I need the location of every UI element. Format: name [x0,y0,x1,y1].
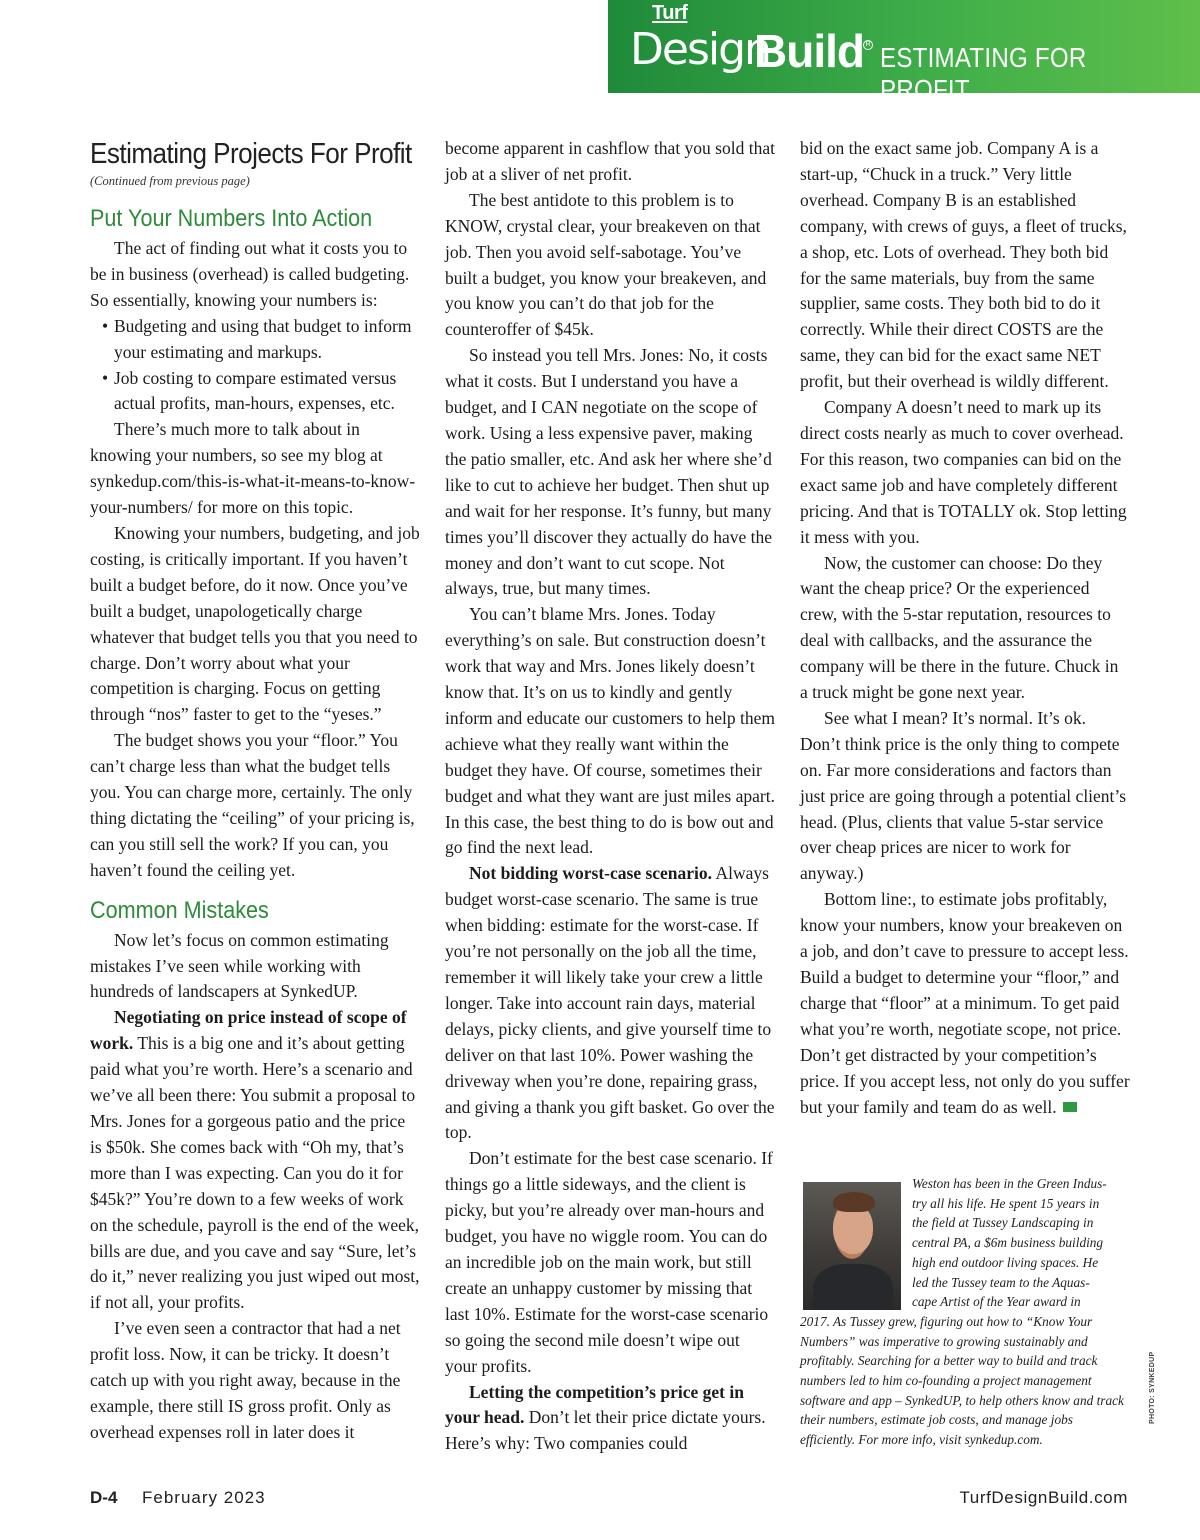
section-title: ESTIMATING FOR PROFIT [880,42,1087,105]
photo-hair-shape [833,1192,875,1212]
bio-line: cape Artist of the Year award in [912,1294,1081,1310]
paragraph [800,887,1130,1120]
paragraph-text: Don’t let their price dictate yours. Here’s why: Two companies could [445,1407,766,1454]
end-mark-icon [1063,1102,1077,1112]
paragraph: Don’t estimate for the best case scenario. If things go a little sideways, and the client is picky, but you’re already over man-hours and budget, you have no wiggle room. You can do an incredible job on the main work, but still create an unhappy customer by missing that last 10%. Estimate for the worst-case scenario so going the second mile doesn’t wipe out your profits. [445,1148,773,1376]
page-number: D-4 [90,1488,118,1507]
paragraph: become apparent in cashflow that you sold that job at a sliver of net profit. [445,138,775,184]
paragraph: There’s much more to talk about in knowing your numbers, so see my blog at synkedup.com/this-is-what-it-means-to-know-your-numbers/ for more on this topic. [90,419,416,518]
paragraph: Company A doesn’t need to mark up its direct costs nearly as much to cover overhead. For this reason, two companies can bid on the exact same job and have completely different pricing. And that is TOTALLY ok. Stop letting it mess with you. [800,397,1127,547]
photo-credit: PHOTO: SYNKEDUP [1149,1351,1156,1424]
bullet-list [90,314,420,418]
bio-line: the field at Tussey Landscaping in [912,1215,1094,1231]
author-bio [800,1174,1126,1450]
paragraph-text: Bottom line:, to estimate jobs profitably, know your numbers, know your breakeven on a job, and don’t cave to pressure to accept less. Build a budget to determine your “floor,” and charge that “floor” at a minimum. To get paid what you’re worth, negotiate scope, not price. Don’t get distracted by your competition’s price. If you accept less, not only do you suffer but your family and team do as well. [800,889,1130,1117]
paragraph [90,1005,420,1316]
paragraph: Now, the customer can choose: Do they want the cheap price? Or the experienced crew, with the 5-star reputation, resources to deal with callbacks, and the assurance the company will be there in the future. Chuck in a truck might be gone next year. [800,552,1119,703]
paragraph-text: This is a big one and it’s about getting paid what you’re worth. Here’s a scenario and we’ve all been there: You submit a proposal to Mrs. Jones for a gorgeous patio and the price is $50k. She comes back with “Oh my, that’s more than I was expecting. Can you do it for $45k?” You’re down to a few weeks of work on the schedule, payroll is the end of the week, bills are due, and you cave and say “Sure, let’s do it,” never realizing you just wiped out most, if not all, your profits. [90,1033,420,1313]
bold-lead: Not bidding worst-case scenario. [469,863,713,884]
column-2 [445,136,775,1457]
footer-website: TurfDesignBuild.com [959,1488,1128,1507]
article-title: Estimating Projects For Profit [90,138,412,170]
paragraph: bid on the exact same job. Company A is a start-up, “Chuck in a truck.” Very little overhead. Company B is an established company, with crews of guys, a fleet of trucks, a shop, etc. Lots of overhead. They both bid for the same materials, buy from the same supplier, same costs. They both bid to do it correctly. While their direct COSTS are the same, they can bid for the exact same NET profit, but their overhead is wildly different. [800,138,1127,392]
paragraph: The budget shows you your “floor.” You can’t charge less than what the budget tells you. You can charge more, certainly. The only thing dictating the “ceiling” of your pricing is, can you still sell the work? If you can, you haven’t found the ceiling yet. [90,730,415,880]
logo-design-text: Design [630,24,770,75]
header-banner [608,0,1200,105]
bold-lead: Negotiating on price instead of scope of work. [90,1007,407,1054]
heading-put-numbers-into-action: Put Your Numbers Into Action [90,205,373,232]
bio-line: Weston has been in the Green Indus- [912,1176,1107,1191]
column-3 [800,136,1130,1120]
bio-line: central PA, a $6m business building [912,1235,1104,1251]
logo-build-text: Build [754,25,864,77]
registered-mark-icon: R [863,40,873,50]
paragraph: Knowing your numbers, budgeting, and job costing, is critically important. If you haven’t built a budget before, do it now. Once you’ve built a budget, unapologetically charge whatever that budget tells you that you need to charge. Don’t worry about what your competition is charging. Focus on getting through “nos” faster to get to the “yeses.” [90,522,420,725]
photo-shirt-shape [813,1264,893,1310]
list-item: • Job costing to compare estimated versus actual profits, man-hours, expenses, etc. [90,366,420,418]
paragraph: Now let’s focus on common estimating mistakes I’ve seen while working with hundreds of landscapers at SynkedUP. [90,929,389,1002]
paragraph: So instead you tell Mrs. Jones: No, it costs what it costs. But I understand you have a budget, and I CAN negotiate on the scope of work. Using a less expensive paver, making the patio smaller, etc. And ask her where she’d like to cut to achieve her budget. Then shut up and wait for her response. It’s funny, but many times you’ll discover they actually do have the money and don’t want to cut scope. Not always, true, but many times. [445,345,773,599]
paragraph-text: Always budget worst-case scenario. The same is true when bidding: estimate for the worst-case. If you’re not personally on the job all the time, remember it will likely take your crew a little longer. Take into account rain days, material delays, picky clients, and give yourself time to deliver on that last 10%. Power washing the driveway when you’re done, repairing grass, and giving a thank you gift basket. Go over the top. [445,863,775,1143]
paragraph [445,861,775,1146]
paragraph: The act of finding out what it costs you to be in business (overhead) is called budgeting. So essentially, knowing your numbers is: [90,238,410,310]
bio-line: led the Tussey team to the Aquas- [912,1274,1090,1290]
list-item: • Budgeting and using that budget to inform your estimating and markups. [90,314,420,366]
bio-line: high end outdoor living spaces. He [912,1254,1099,1270]
bold-lead: Letting the competition’s price get in your head. [445,1381,744,1428]
bio-rest: 2017. As Tussey grew, figuring out how to “Know Your Numbers” was imperative to growing sustainably and profitably. Searching for a better way to build and track numbers led to him co-founding a project management software and app – SynkedUP, to help others know and track their numbers, estimate job costs, and manage jobs efficiently. For more info, visit synkedup.com. [800,1313,1124,1448]
column-1 [90,136,420,1446]
paragraph: See what I mean? It’s normal. It’s ok. Don’t think price is the only thing to compete on. Far more considerations and factors than just price are going through a potential client’s head. (Plus, clients that value 5-star service over cheap prices are nicer to work for anyway.) [800,707,1127,884]
continued-note: (Continued from previous page) [90,174,250,188]
author-photo [803,1182,901,1310]
paragraph: I’ve even seen a contractor that had a net profit loss. Now, it can be tricky. It doesn’t catch up with you right away, because in the example, there still IS gross profit. Only as overhead expenses roll in later does it [90,1318,401,1442]
paragraph: The best antidote to this problem is to KNOW, crystal clear, your breakeven on that job. Then you avoid self-sabotage. You’ve built a budget, you know your breakeven, and you know you can’t do that job for the counteroffer of $45k. [445,189,767,340]
heading-common-mistakes: Common Mistakes [90,896,269,924]
paragraph [445,1380,775,1458]
issue-date: February 2023 [142,1488,266,1507]
paragraph: You can’t blame Mrs. Jones. Today everything’s on sale. But construction doesn’t work that way and Mrs. Jones likely doesn’t know that. It’s on us to kindly and gently inform and educate our customers to help them achieve what they really want within the budget they have. Of course, sometimes their budget and what they want are just miles apart. In this case, the best thing to do is bow out and go find the next lead. [445,604,775,858]
turf-logo-text: Turf [652,2,688,24]
bio-line: try all his life. He spent 15 years in [912,1195,1100,1211]
